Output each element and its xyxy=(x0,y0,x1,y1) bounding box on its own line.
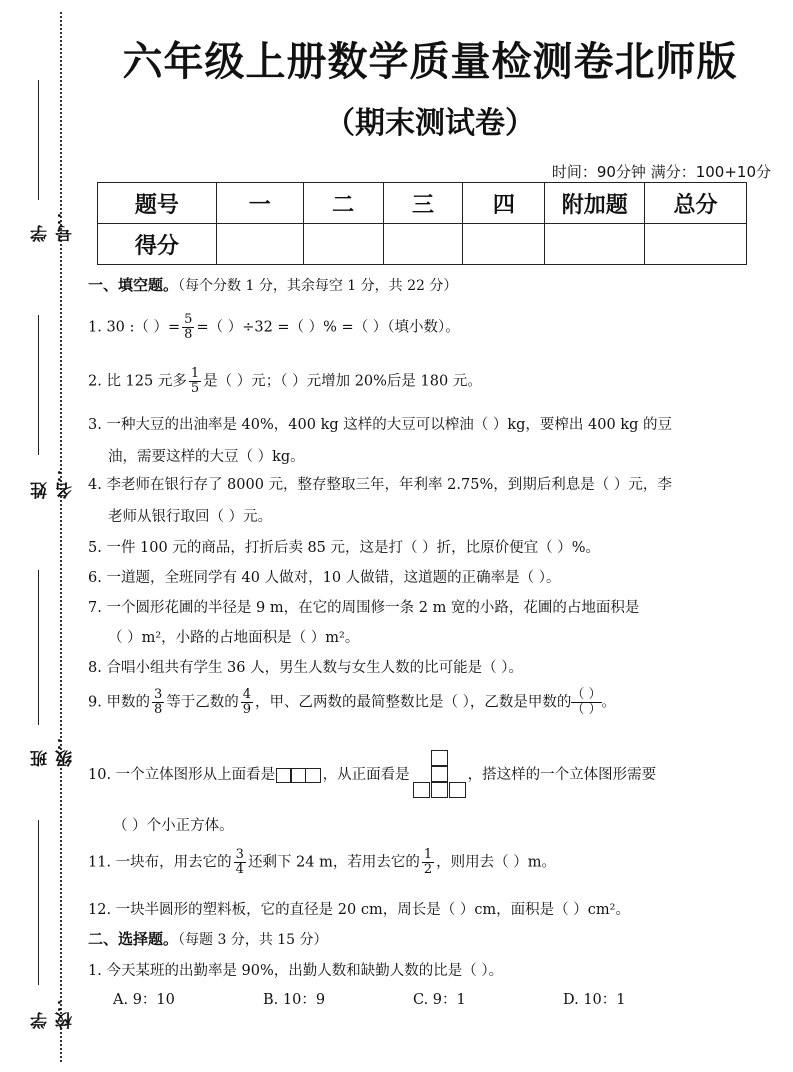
score-header-cell: 二 xyxy=(303,183,383,224)
score-row-label: 得分 xyxy=(98,224,217,265)
dashed-cut-line xyxy=(60,12,62,1062)
question-4-line-2: 老师从银行取回（ ）元。 xyxy=(108,509,273,525)
section-1-heading: 一、填空题。（每个分数 1 分，其余每空 1 分，共 22 分） xyxy=(88,276,458,294)
option-b[interactable]: B. 10：9 xyxy=(263,992,326,1008)
fraction: $\frac{4}{9}$ xyxy=(242,687,252,717)
score-header-cell: 四 xyxy=(463,183,545,224)
fraction: $\frac{3}{4}$ xyxy=(235,847,244,877)
question-2: 2. 比 125 元多 $\frac{1}{5}$ 是（ ）元；（ ）元增加 20%后是 180 元。 xyxy=(88,366,482,396)
blank-fraction[interactable]: （ ） （ ） xyxy=(571,687,602,717)
fraction: $\frac{5}{8}$ xyxy=(184,312,193,342)
option-d[interactable]: D. 10：1 xyxy=(563,992,626,1008)
question-4-line-1: 4. 李老师在银行存了 8000 元，整存整取三年，年利率 2.75%，到期后利息是（ ）元，李 xyxy=(88,477,672,493)
name-label: 姓名： xyxy=(31,465,76,499)
score-header-cell: 三 xyxy=(383,183,463,224)
score-cell[interactable] xyxy=(383,224,463,265)
front-view-figure xyxy=(413,750,465,800)
question-11: 11. 一块布，用去它的 $\frac{3}{4}$ 还剩下 24 m，若用去它的 $\frac{1}{2}$ ，则用去（ ）m。 xyxy=(88,847,557,877)
score-cell[interactable] xyxy=(216,224,303,265)
score-table-header-row xyxy=(98,183,747,224)
option-c[interactable]: C. 9：1 xyxy=(413,992,466,1008)
exam-meta: 时间：90分钟 满分：100+10分 xyxy=(551,163,771,181)
question-8: 8. 合唱小组共有学生 36 人，男生人数与女生人数的比可能是（ ）。 xyxy=(88,660,523,676)
score-header-cell: 题号 xyxy=(98,183,217,224)
section-2-heading: 二、选择题。（每题 3 分，共 15 分） xyxy=(88,930,328,948)
score-cell[interactable] xyxy=(463,224,545,265)
page-subtitle: （期末测试卷） xyxy=(325,106,535,141)
choice-options xyxy=(113,988,713,1009)
question-7-line-2: （ ）m²，小路的占地面积是（ ）m²。 xyxy=(108,630,360,646)
score-table xyxy=(97,182,747,265)
question-3-line-2: 油，需要这样的大豆（ ）kg。 xyxy=(108,449,305,465)
score-table-score-row xyxy=(98,224,747,265)
top-view-figure xyxy=(277,768,321,783)
option-a[interactable]: A. 9：10 xyxy=(113,992,175,1008)
page-title: 六年级上册数学质量检测卷北师版 xyxy=(122,39,738,85)
choice-question-1: 1. 今天某班的出勤率是 90%，出勤人数和缺勤人数的比是（ ）。 xyxy=(88,963,504,979)
fraction: $\frac{3}{8}$ xyxy=(153,687,163,717)
question-6: 6. 一道题，全班同学有 40 人做对，10 人做错，这道题的正确率是（ ）。 xyxy=(88,570,561,586)
question-7-line-1: 7. 一个圆形花圃的半径是 9 m，在它的周围修一条 2 m 宽的小路，花圃的占地面积是 xyxy=(88,600,640,616)
score-header-cell: 附加题 xyxy=(545,183,645,224)
fraction: $\frac{1}{5}$ xyxy=(190,366,200,396)
score-cell[interactable] xyxy=(303,224,383,265)
score-header-cell: 一 xyxy=(216,183,303,224)
question-5: 5. 一件 100 元的商品，打折后卖 85 元，这是打（ ）折，比原价便宜（ ）%。 xyxy=(88,540,601,556)
question-12: 12. 一块半圆形的塑料板，它的直径是 20 cm，周长是（ ）cm，面积是（ ）cm²。 xyxy=(88,902,630,918)
question-1: 1. 30 :（ ）= $\frac{5}{8}$ =（ ）÷32 =（ ）% =（ ）（填小数）。 xyxy=(88,312,460,342)
question-3-line-1: 3. 一种大豆的出油率是 40%，400 kg 这样的大豆可以榨油（ ）kg，要榨出 400 kg 的豆 xyxy=(88,417,672,433)
student-id-label: 学号： xyxy=(31,208,76,242)
score-cell[interactable] xyxy=(545,224,645,265)
question-9: 9. 甲数的 $\frac{3}{8}$ 等于乙数的 $\frac{4}{9}$ ，甲、乙两数的最简整数比是（ ），乙数是甲数的 （ ） （ ） 。 xyxy=(88,687,617,717)
school-label: 学校： xyxy=(31,995,76,1029)
class-label: 班级： xyxy=(31,733,76,767)
binding-margin xyxy=(0,0,76,1072)
fraction: $\frac{1}{2}$ xyxy=(423,847,433,877)
question-10: 10. 一个立体图形从上面看是 ，从正面看是 ，搭这样的一个立体图形需要 xyxy=(88,750,656,800)
score-cell[interactable] xyxy=(645,224,747,265)
question-10-line-2: （ ）个小正方体。 xyxy=(113,818,234,834)
score-header-cell: 总分 xyxy=(645,183,747,224)
